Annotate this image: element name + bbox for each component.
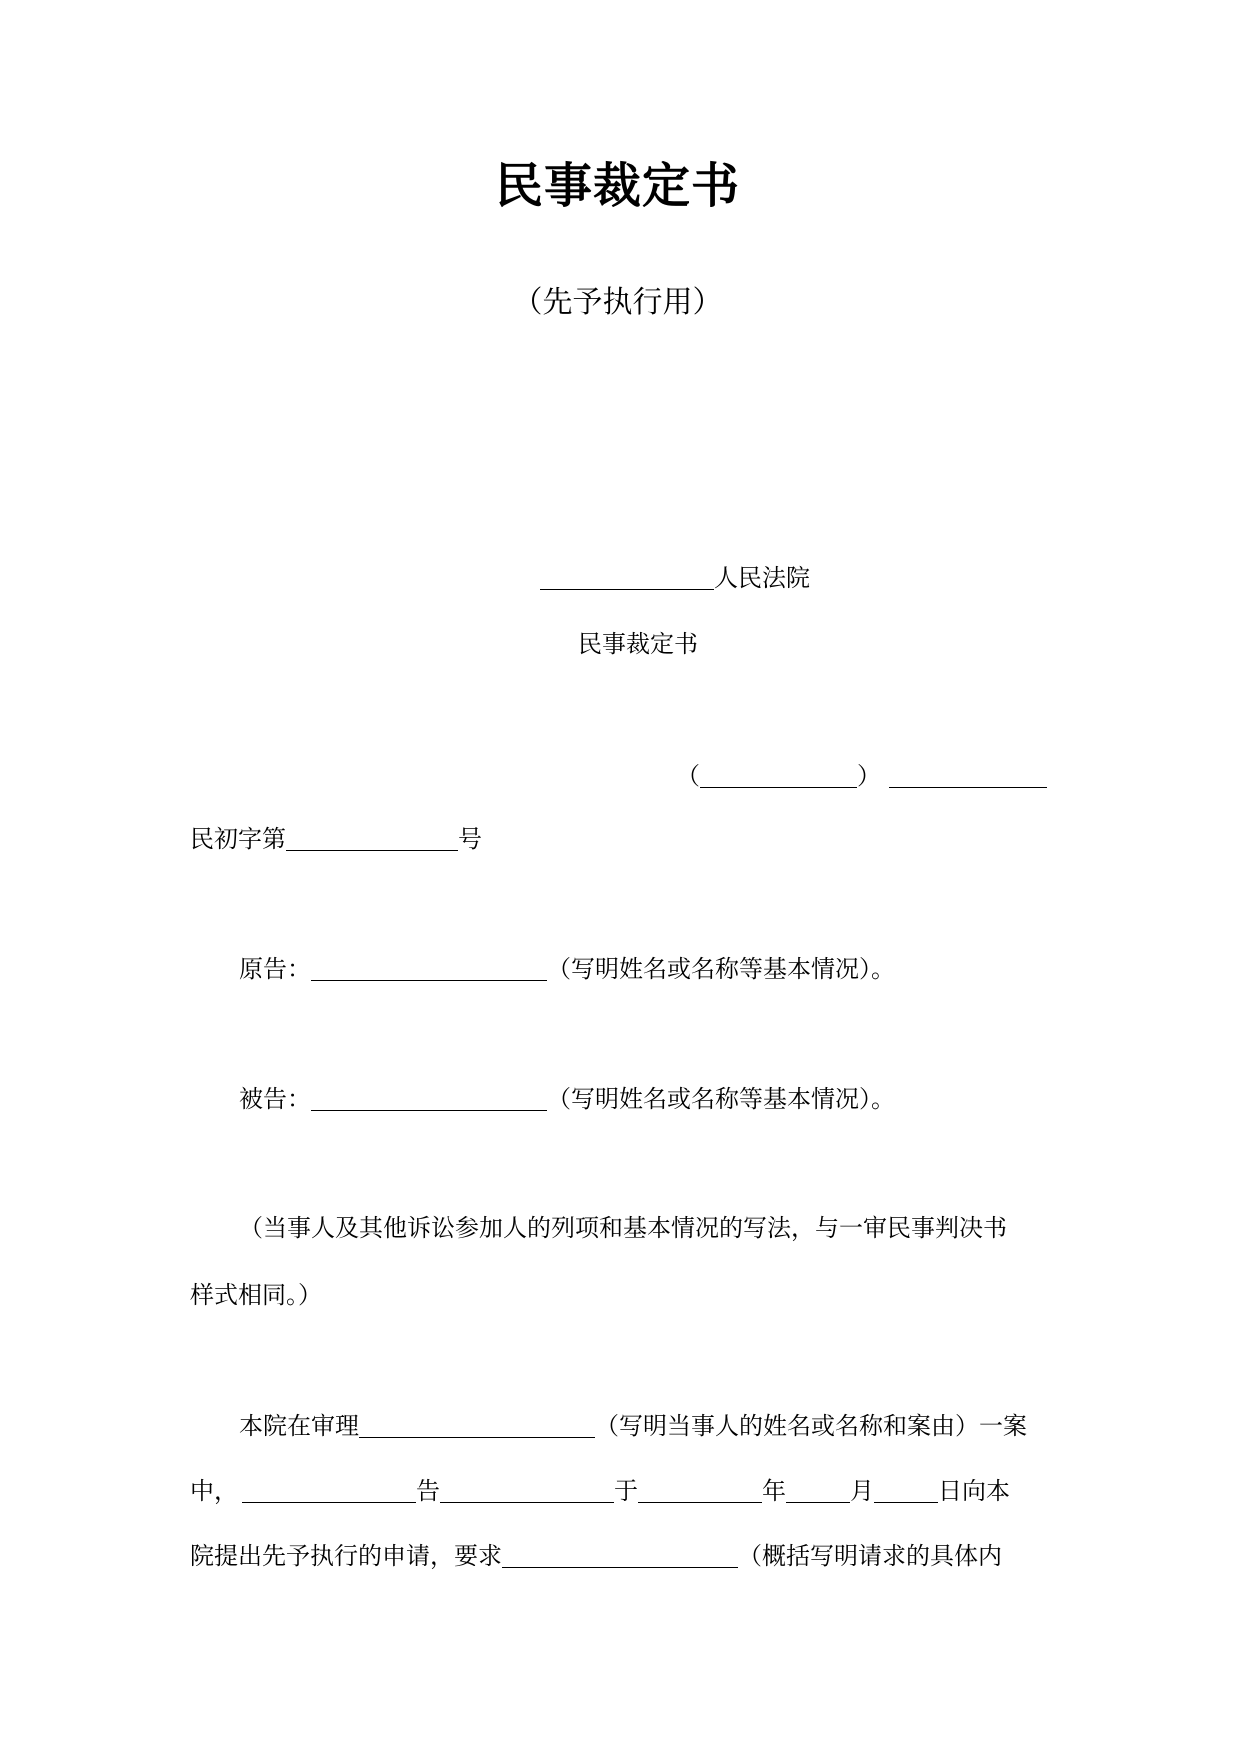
month-blank[interactable] bbox=[786, 1478, 850, 1503]
body-line2 bbox=[190, 1478, 1010, 1503]
body-yu: 于 bbox=[614, 1477, 638, 1505]
body-p1-note: （写明当事人的姓名或名称和案由）一案 bbox=[595, 1412, 1027, 1440]
year-blank[interactable] bbox=[638, 1478, 762, 1503]
plaintiff-line bbox=[239, 956, 895, 981]
applicant-role-blank[interactable] bbox=[242, 1478, 416, 1503]
case-close-paren: ） bbox=[857, 762, 881, 790]
case-prefix: 民初字第 bbox=[190, 825, 286, 853]
case-suffix: 号 bbox=[458, 825, 482, 853]
court-line bbox=[540, 565, 810, 590]
plaintiff-name-blank[interactable] bbox=[311, 956, 547, 981]
document-subtitle: （先予执行用） bbox=[512, 285, 723, 320]
doc-heading: 民事裁定书 bbox=[578, 630, 698, 658]
case-number-continued bbox=[190, 826, 482, 851]
defendant-label: 被告： bbox=[239, 1085, 311, 1113]
parties-note-line2: 样式相同。） bbox=[190, 1281, 322, 1309]
body-nian: 年 bbox=[762, 1477, 786, 1505]
body-line1 bbox=[239, 1413, 1027, 1438]
defendant-line bbox=[239, 1086, 895, 1111]
day-blank[interactable] bbox=[874, 1478, 938, 1503]
case-open-paren: （ bbox=[676, 762, 700, 790]
body-gao: 告 bbox=[416, 1477, 440, 1505]
case-number-blank[interactable] bbox=[286, 826, 458, 851]
body-yue: 月 bbox=[850, 1477, 874, 1505]
defendant-name-blank[interactable] bbox=[311, 1086, 547, 1111]
court-name-blank[interactable] bbox=[540, 565, 714, 590]
court-suffix: 人民法院 bbox=[714, 564, 810, 592]
applicant-name-blank[interactable] bbox=[440, 1478, 614, 1503]
body-ri: 日向本 bbox=[938, 1477, 1010, 1505]
body-p3-start: 院提出先予执行的申请，要求 bbox=[190, 1542, 502, 1570]
document-title: 民事裁定书 bbox=[494, 158, 740, 214]
defendant-note: （写明姓名或名称等基本情况）。 bbox=[547, 1085, 895, 1113]
case-number-line bbox=[676, 763, 1047, 788]
case-parties-blank[interactable] bbox=[359, 1413, 595, 1438]
body-zhong: 中， bbox=[190, 1477, 238, 1505]
case-year-blank[interactable] bbox=[700, 763, 857, 788]
body-p1-start: 本院在审理 bbox=[239, 1412, 359, 1440]
body-line3 bbox=[190, 1543, 1002, 1568]
parties-note-line1: （当事人及其他诉讼参加人的列项和基本情况的写法，与一审民事判决书 bbox=[239, 1214, 1007, 1242]
case-court-code-blank[interactable] bbox=[889, 763, 1047, 788]
request-blank[interactable] bbox=[502, 1543, 738, 1568]
plaintiff-label: 原告： bbox=[239, 955, 311, 983]
plaintiff-note: （写明姓名或名称等基本情况）。 bbox=[547, 955, 895, 983]
body-p3-note: （概括写明请求的具体内 bbox=[738, 1542, 1002, 1570]
